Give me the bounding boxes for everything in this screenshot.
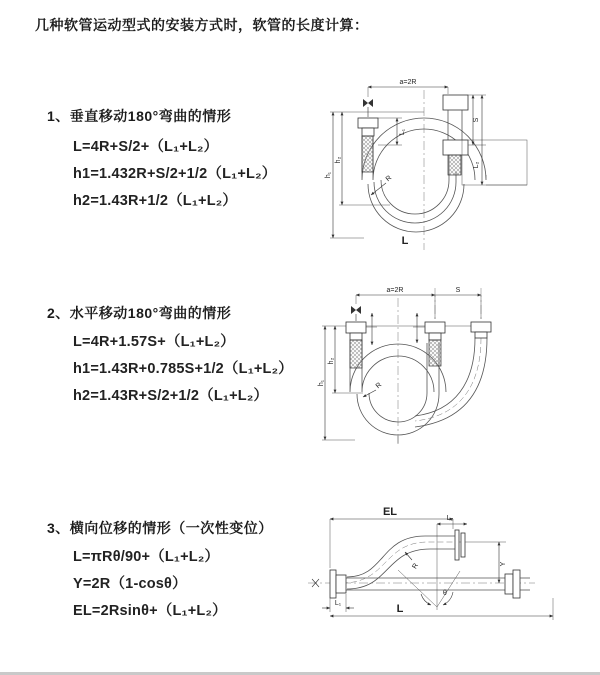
- section3-formula-el: EL=2Rsinθ+（L₁+L₂）: [73, 603, 227, 619]
- angle-label: θ: [443, 590, 447, 597]
- dim-label-l2: L₂: [473, 161, 480, 169]
- right-fitting: [471, 322, 491, 338]
- dim-a2r-s: [356, 287, 481, 319]
- valve-icon: [363, 99, 373, 117]
- right-hub: [505, 574, 513, 594]
- dim-l1: [322, 594, 354, 612]
- section1-heading: 1、垂直移动180°弯曲的情形: [47, 108, 232, 124]
- dim-l2: [437, 515, 467, 524]
- radius-label: R: [411, 562, 420, 571]
- radius-callout: [405, 552, 420, 570]
- dim-label-a2r: a=2R: [399, 79, 417, 86]
- ferrule: [350, 333, 362, 340]
- ferrule: [429, 333, 441, 340]
- dim-label-h2: h₂: [335, 156, 342, 164]
- dim-label-h1: h₁: [325, 171, 332, 179]
- diagram-horizontal-180-bend: [315, 283, 590, 473]
- hex-nut-lower: [443, 140, 468, 155]
- dim-label-h2: h₂: [328, 357, 335, 365]
- dim-label-l1: L₁: [399, 128, 406, 136]
- dim-label-h1: h₁: [318, 379, 325, 387]
- dim-label-l1: L₁: [334, 600, 342, 607]
- diagram-lateral-displacement: [300, 498, 600, 658]
- left-fitting: [358, 99, 378, 172]
- dim-label-s: S: [473, 117, 480, 123]
- hose-original-position: [346, 570, 530, 598]
- radius-label: R: [374, 381, 384, 391]
- hose-displaced-position: [342, 530, 465, 589]
- dim-el: [330, 506, 453, 571]
- ferrule: [475, 332, 487, 338]
- dim-a2r: [368, 79, 448, 97]
- valve-icon: [351, 306, 361, 321]
- section2-formula-h2: h2=1.43R+S/2+1/2（L₁+L₂）: [73, 388, 269, 404]
- right-fitting: [443, 95, 527, 185]
- section2-formula-l: L=4R+1.57S+（L₁+L₂）: [73, 334, 235, 350]
- hose-sweep-right: [415, 338, 487, 427]
- radius-callout: [363, 382, 383, 397]
- ferrule: [362, 128, 374, 136]
- dim-label-a2r: a=2R: [386, 287, 404, 294]
- braided-hose: [429, 340, 441, 366]
- dim-label-s: S: [455, 287, 461, 294]
- hex-nut: [358, 118, 378, 128]
- dim-label-el: EL: [382, 506, 398, 518]
- radius-label: R: [384, 174, 394, 184]
- hex-nut: [425, 322, 445, 333]
- dim-fitting-lengths: [366, 313, 425, 345]
- section2-formula-h1: h1=1.43R+0.785S+1/2（L₁+L₂）: [73, 361, 293, 377]
- hex-nut: [346, 322, 366, 333]
- braided-hose: [350, 340, 362, 368]
- section3-formula-l: L=πRθ/90+（L₁+L₂）: [73, 549, 220, 565]
- section2-heading: 2、水平移动180°弯曲的情形: [47, 305, 232, 321]
- middle-fitting: [425, 322, 445, 366]
- section1-formula-l: L=4R+S/2+（L₁+L₂）: [73, 139, 219, 155]
- page-title: 几种软管运动型式的安装方式时，软管的长度计算：: [35, 17, 369, 33]
- braided-hose: [362, 136, 373, 172]
- diagram-vertical-180-bend: [320, 72, 592, 258]
- section3-heading: 3、横向位移的情形（一次性变位）: [47, 520, 273, 536]
- hex-nut-upper: [443, 95, 468, 110]
- dim-h1-h2: [325, 112, 390, 238]
- right-flange: [513, 570, 520, 598]
- dim-label-l: L: [396, 603, 404, 615]
- section1-formula-h1: h1=1.432R+S/2+1/2（L₁+L₂）: [73, 166, 277, 182]
- upper-flange-plate: [455, 530, 459, 560]
- dim-label-y: Y: [500, 561, 507, 567]
- dim-l: [330, 598, 553, 620]
- upper-flange-plate2: [461, 533, 465, 557]
- left-flange: [330, 570, 346, 598]
- dim-label-l2: L₂: [446, 515, 454, 522]
- section3-formula-y: Y=2R（1-cosθ）: [73, 576, 187, 592]
- braided-hose: [448, 155, 461, 175]
- hex-nut: [471, 322, 491, 332]
- section1-formula-h2: h2=1.43R+1/2（L₁+L₂）: [73, 193, 238, 209]
- dim-y: [465, 542, 507, 583]
- angle-theta: [398, 524, 460, 610]
- length-label: L: [401, 235, 409, 247]
